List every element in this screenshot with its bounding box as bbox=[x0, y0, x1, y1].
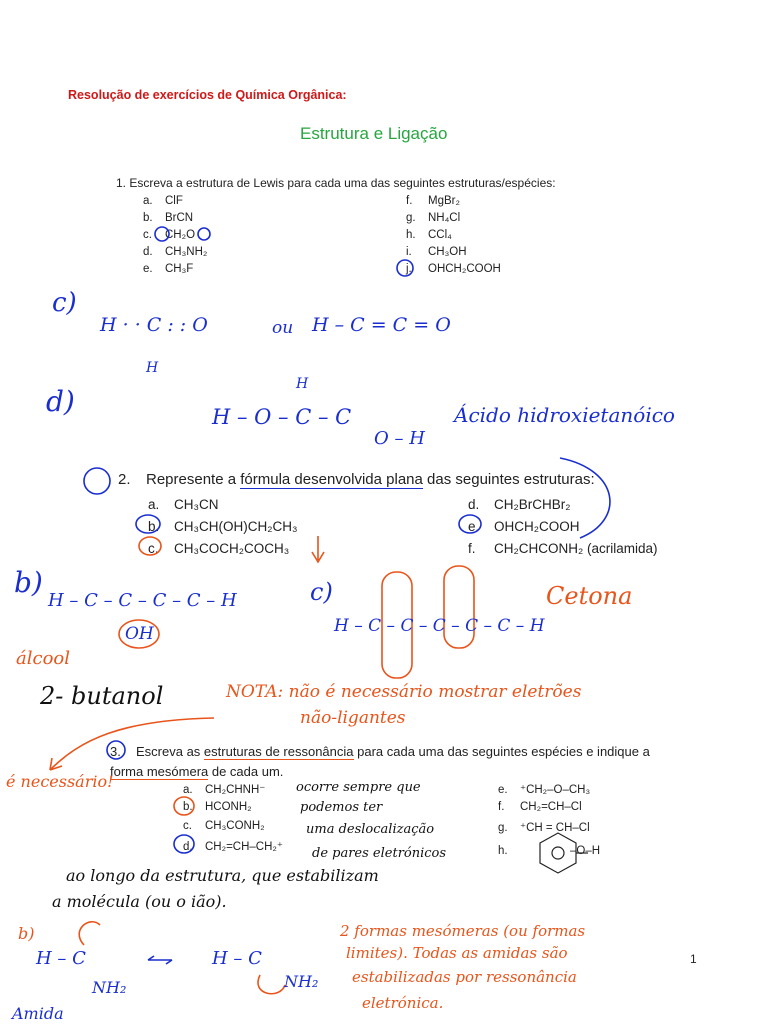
resonance-arrow bbox=[148, 956, 172, 964]
q1-item-c: c. CH₂O bbox=[143, 229, 196, 241]
question-2-prompt: 2. Represente a fórmula desenvolvida plana das seguintes estruturas: bbox=[118, 471, 595, 488]
q1-item-g: g. NH₄Cl bbox=[406, 212, 461, 224]
hw-alcool: álcool bbox=[16, 648, 70, 669]
document-header: Resolução de exercícios de Química Orgânica: bbox=[68, 88, 347, 102]
q3-item-f: f. CH₂=CH–Cl bbox=[498, 801, 582, 813]
hw-formas-3: estabilizadas por ressonância bbox=[352, 968, 577, 986]
hw-b3-nh2: NH₂ bbox=[92, 978, 127, 997]
q1-item-e: e. CH₃F bbox=[143, 263, 194, 275]
hw-ocorre-1: ocorre sempre que bbox=[296, 780, 421, 795]
question-3-prompt: 3. Escreva as estruturas de ressonância para cada uma das seguintes espécies e indique a forma mesómera de cada um. bbox=[110, 744, 650, 779]
circle-q2-c bbox=[139, 537, 161, 555]
hw-c2-struct: H – C – C – C – C – C – H bbox=[334, 616, 545, 636]
q2-item-c: c. CH₃COCH₂COCH₃ bbox=[148, 541, 290, 556]
hw-ocorre-2: podemos ter bbox=[300, 800, 383, 815]
arrow-q2-bracket bbox=[560, 458, 610, 538]
hw-c2-label: c) bbox=[310, 578, 333, 606]
circle-q3-d bbox=[174, 835, 194, 853]
curved-arrow-2 bbox=[258, 975, 285, 994]
page-number: 1 bbox=[690, 952, 697, 966]
hw-cetona: Cetona bbox=[546, 582, 633, 610]
q3-item-g: g. ⁺CH = CH–Cl bbox=[498, 822, 590, 834]
benzene-ring-inner bbox=[552, 847, 564, 859]
q3-item-b: b. HCONH₂ bbox=[183, 801, 252, 813]
hw-necessario: é necessário! bbox=[6, 772, 114, 791]
q3-number: 3. bbox=[110, 744, 121, 759]
circle-q1-c bbox=[155, 227, 169, 241]
arrow-down-c bbox=[312, 536, 324, 562]
section-title: Estrutura e Ligação bbox=[300, 124, 448, 143]
q3-item-h: h. –O–H bbox=[498, 845, 601, 857]
q2-item-e: e. OHCH₂COOH bbox=[468, 519, 580, 534]
hw-c-ou: ou bbox=[272, 318, 294, 338]
hw-ocorre-3: uma deslocalização bbox=[306, 822, 435, 837]
hw-longo-1: ao longo da estrutura, que estabilizam bbox=[66, 866, 379, 885]
hw-d-h: H bbox=[296, 376, 309, 392]
hw-nota: NOTA: não é necessário mostrar eletrões bbox=[226, 682, 582, 702]
q2-item-b: b. CH₃CH(OH)CH₂CH₃ bbox=[148, 519, 298, 534]
hw-d-oh: O – H bbox=[374, 428, 425, 449]
hw-amida: Amida bbox=[12, 1004, 64, 1023]
circle-q2-b bbox=[136, 515, 160, 533]
arrow-nota bbox=[50, 718, 214, 770]
hw-b-struct: H – C – C – C – C – H bbox=[48, 590, 237, 611]
q1-item-f: f. MgBr₂ bbox=[406, 195, 460, 207]
hw-b3-nh2-b: NH₂ bbox=[284, 972, 319, 991]
q3-item-d: d. CH₂=CH–CH₂⁺ bbox=[183, 841, 283, 853]
q1-item-d: d. CH₃NH₂ bbox=[143, 246, 208, 258]
hw-butanol: 2- butanol bbox=[40, 682, 164, 710]
circle-q3-number bbox=[107, 741, 125, 759]
benzene-ring bbox=[540, 833, 576, 873]
q1-item-i: i. CH₃OH bbox=[406, 246, 467, 258]
hw-c-struct-1: H · · C : : O bbox=[100, 314, 208, 336]
hw-longo-2: a molécula (ou o ião). bbox=[52, 892, 227, 911]
hw-formas-2: limites). Todas as amidas são bbox=[346, 944, 568, 962]
circle-q1-j bbox=[397, 260, 413, 276]
circle-q3-b bbox=[174, 797, 194, 815]
circle-q2-number bbox=[84, 468, 110, 494]
q1-item-h: h. CCl₄ bbox=[406, 229, 452, 241]
hw-c-struct-2: H – C = C = O bbox=[312, 314, 451, 336]
q1-item-a: a. ClF bbox=[143, 195, 183, 207]
hw-c-h: H bbox=[146, 360, 159, 376]
hw-b3-label: b) bbox=[18, 924, 35, 943]
question-1-prompt: 1. Escreva a estrutura de Lewis para cada uma das seguintes estruturas/espécies: bbox=[116, 176, 556, 190]
q2-number: 2. bbox=[118, 471, 131, 488]
hw-b3-struct-1: H – C bbox=[36, 948, 86, 969]
circle-q1-c-o bbox=[198, 228, 210, 240]
hw-d-label: d) bbox=[46, 385, 75, 418]
hw-b3-struct-2: H – C bbox=[212, 948, 262, 969]
q3-item-c: c. CH₃CONH₂ bbox=[183, 820, 265, 832]
hw-d-name: Ácido hidroxietanóico bbox=[454, 403, 675, 427]
hw-ocorre-4: de pares eletrónicos bbox=[312, 846, 447, 861]
q3-item-e: e. ⁺CH₂–O–CH₃ bbox=[498, 784, 591, 796]
q3-item-a: a. CH₂CHNH⁻ bbox=[183, 784, 266, 796]
hw-d-struct: H – O – C – C bbox=[212, 405, 352, 429]
hw-b-oh: OH bbox=[125, 624, 154, 644]
hw-c-label: c) bbox=[52, 288, 77, 318]
hw-formas-4: eletrónica. bbox=[362, 994, 444, 1012]
q2-item-f: f. CH₂CHCONH₂ (acrilamida) bbox=[468, 541, 658, 556]
q1-item-b: b. BrCN bbox=[143, 212, 194, 224]
hw-nota-2: não-ligantes bbox=[300, 708, 406, 728]
q2-item-d: d. CH₂BrCHBr₂ bbox=[468, 497, 571, 512]
q1-item-j: j. OHCH₂COOH bbox=[406, 263, 501, 275]
curved-arrow-1 bbox=[79, 922, 100, 945]
hw-formas-1: 2 formas mesómeras (ou formas bbox=[340, 922, 586, 940]
q2-item-a: a. CH₃CN bbox=[148, 497, 219, 512]
circle-q2-e bbox=[459, 515, 481, 533]
hw-b-label: b) bbox=[14, 566, 43, 599]
